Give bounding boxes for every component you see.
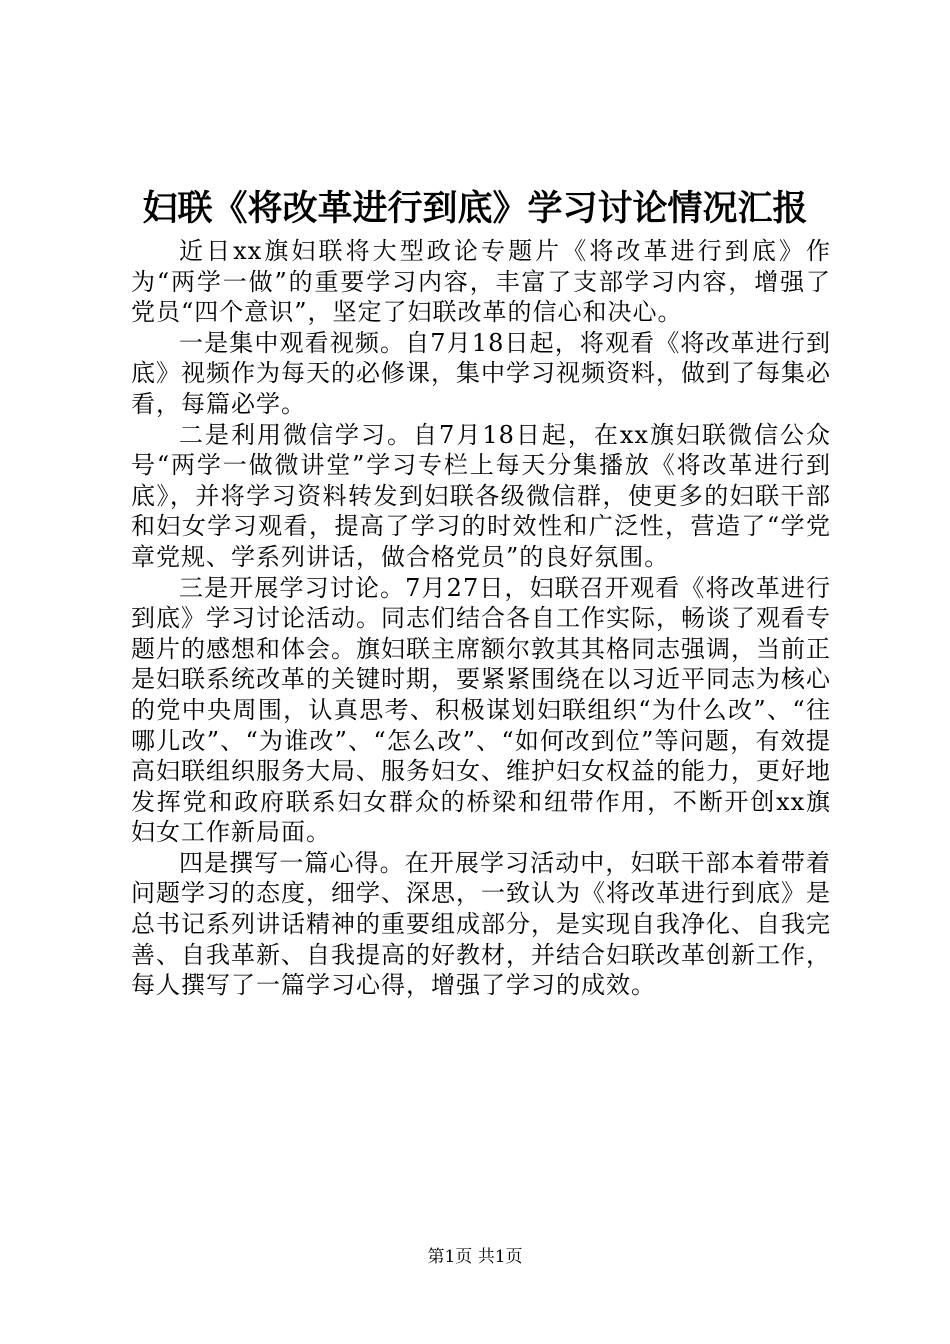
document-body <box>131 236 831 1001</box>
paragraph-1: 一是集中观看视频。自7月18日起，将观看《将改革进行到底》视频作为每天的必修课，集中学习视频资料，做到了每集必看，每篇必学。 <box>131 328 831 418</box>
paragraph-intro: 近日xx旗妇联将大型政论专题片《将改革进行到底》作为“两学一做”的重要学习内容，丰富了支部学习内容，增强了党员“四个意识”，坚定了妇联改革的信心和决心。 <box>131 237 831 327</box>
paragraph-4: 四是撰写一篇心得。在开展学习活动中，妇联干部本着带着问题学习的态度，细学、深思，一致认为《将改革进行到底》是总书记系列讲话精神的重要组成部分，是实现自我净化、自我完善、自我革新、自我提高的好教材，并结合妇联改革创新工作，每人撰写了一篇学习心得，增强了学习的成效。 <box>131 848 831 1000</box>
document-title: 妇联《将改革进行到底》学习讨论情况汇报 <box>142 188 808 229</box>
paragraph-3: 三是开展学习讨论。7月27日，妇联召开观看《将改革进行到底》学习讨论活动。同志们结合各自工作实际，畅谈了观看专题片的感想和体会。旗妇联主席额尔敦其其格同志强调，当前正是妇联系统改革的关键时期，要紧紧围绕在以习近平同志为核心的党中央周围，认真思考、积极谋划妇联组织“为什么改”、“往哪儿改”、“为谁改”、“怎么改”、“如何改到位”等问题，有效提高妇联组织服务大局、服务妇女、维护妇女权益的能力，更好地发挥党和政府联系妇女群众的桥梁和纽带作用，不断开创xx旗妇女工作新局面。 <box>131 573 831 847</box>
page-number-footer: 第1页 共1页 <box>427 1247 523 1267</box>
paragraph-2: 二是利用微信学习。自7月18日起，在xx旗妇联微信公众号“两学一做微讲堂”学习专栏上每天分集播放《将改革进行到底》，并将学习资料转发到妇联各级微信群，使更多的妇联干部和妇女学习观看，提高了学习的时效性和广泛性，营造了“学党章党规、学系列讲话，做合格党员”的良好氛围。 <box>131 420 831 571</box>
